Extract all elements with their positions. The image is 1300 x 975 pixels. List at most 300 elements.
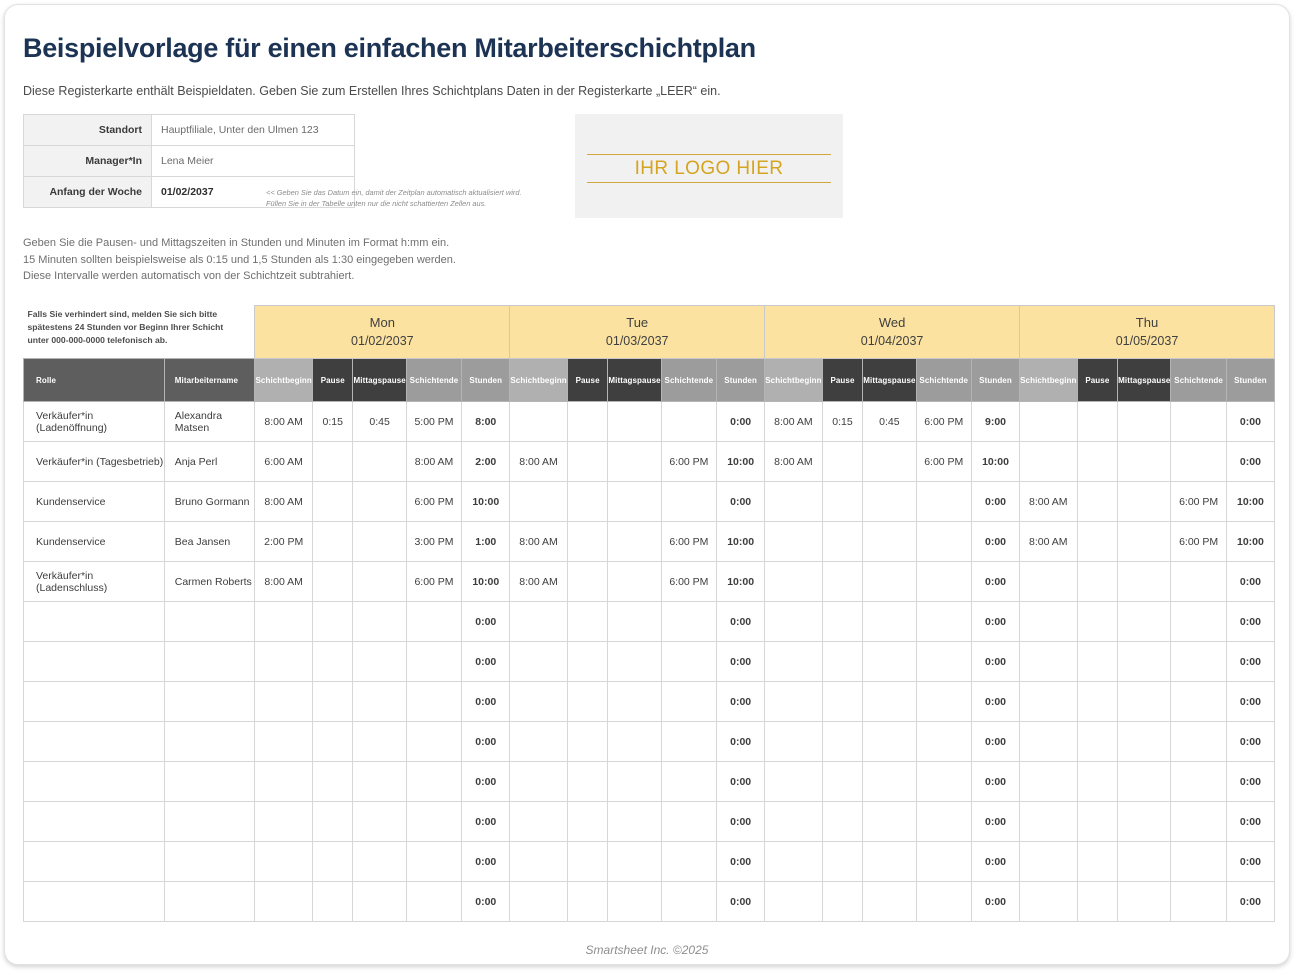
instruction-line-2: 15 Minuten sollten beispielsweise als 0:15 und 1,5 Stunden als 1:30 eingegeben werden. [23,253,456,266]
cell-break-day-3-row-1[interactable] [1077,442,1118,482]
cell-end-day-3-row-12[interactable] [1171,882,1226,922]
cell-hours-day-0-row-4: 10:00 [462,562,510,602]
cell-employee-row-10[interactable] [164,802,255,842]
cell-hours-day-0-row-3: 1:00 [462,522,510,562]
col-header-break-day-2: Pause [822,359,863,402]
cell-start-day-2-row-9[interactable] [765,762,823,802]
cell-hours-day-0-row-12: 0:00 [462,882,510,922]
cell-employee-row-7[interactable] [164,682,255,722]
cell-end-day-0-row-10[interactable] [406,802,461,842]
cell-start-day-0-row-9[interactable] [255,762,313,802]
day-date-2: 01/04/2037 [860,333,924,348]
cell-end-day-3-row-7[interactable] [1171,682,1226,722]
cell-lunch-day-2-row-1[interactable] [863,442,916,482]
cell-end-day-1-row-11[interactable] [661,842,716,882]
cell-end-day-1-row-8[interactable] [661,722,716,762]
cell-start-day-3-row-12[interactable] [1020,882,1078,922]
cell-break-day-2-row-5[interactable] [822,602,863,642]
cell-hours-day-1-row-3: 10:00 [717,522,765,562]
cell-hours-day-2-row-8: 0:00 [971,722,1019,762]
cell-break-day-3-row-4[interactable] [1077,562,1118,602]
cell-break-day-1-row-4[interactable] [567,562,608,602]
cell-end-day-1-row-7[interactable] [661,682,716,722]
day-date-0: 01/02/2037 [351,333,414,348]
cell-end-day-0-row-8[interactable] [406,722,461,762]
cell-break-day-0-row-7[interactable] [312,682,353,722]
cell-lunch-day-0-row-5[interactable] [353,602,406,642]
cell-break-day-2-row-9[interactable] [822,762,863,802]
cell-break-day-1-row-5[interactable] [567,602,608,642]
cell-hours-day-1-row-10: 0:00 [717,802,765,842]
col-header-lunch-day-2: Mittagspause [863,359,916,402]
cell-end-day-2-row-8[interactable] [916,722,971,762]
cell-end-day-3-row-10[interactable] [1171,802,1226,842]
cell-end-day-3-row-3[interactable]: 6:00 PM [1171,522,1226,562]
cell-start-day-1-row-11[interactable] [510,842,568,882]
cell-break-day-0-row-10[interactable] [312,802,353,842]
cell-employee-row-9[interactable] [164,762,255,802]
cell-start-day-2-row-2[interactable] [765,482,823,522]
cell-end-day-1-row-5[interactable] [661,602,716,642]
location-value[interactable]: Hauptfiliale, Unter den Ulmen 123 [152,115,355,146]
table-row [24,762,1275,802]
cell-end-day-2-row-10[interactable] [916,802,971,842]
cell-hours-day-2-row-2: 0:00 [971,482,1019,522]
cell-hours-day-0-row-1: 2:00 [462,442,510,482]
logo-placeholder-box[interactable] [575,114,843,218]
cell-break-day-2-row-12[interactable] [822,882,863,922]
cell-start-day-1-row-5[interactable] [510,602,568,642]
cell-hours-day-2-row-9: 0:00 [971,762,1019,802]
cell-lunch-day-1-row-5[interactable] [608,602,661,642]
cell-lunch-day-1-row-1[interactable] [608,442,661,482]
page-title: Beispielvorlage für einen einfachen Mitarbeiterschichtplan [23,33,756,63]
cell-lunch-day-0-row-3[interactable] [353,522,406,562]
cell-break-day-1-row-11[interactable] [567,842,608,882]
cell-break-day-3-row-6[interactable] [1077,642,1118,682]
cell-break-day-1-row-10[interactable] [567,802,608,842]
cell-start-day-0-row-8[interactable] [255,722,313,762]
cell-start-day-2-row-5[interactable] [765,602,823,642]
cell-role-row-12[interactable] [24,882,165,922]
cell-lunch-day-3-row-10[interactable] [1118,802,1171,842]
cell-hours-day-1-row-2: 0:00 [717,482,765,522]
cell-end-day-1-row-4[interactable]: 6:00 PM [661,562,716,602]
col-header-start-day-2: Schichtbeginn [765,359,823,402]
cell-role-row-2[interactable]: Kundenservice [24,482,165,522]
day-header-3 [1020,306,1275,359]
cell-break-day-3-row-3[interactable] [1077,522,1118,562]
cell-start-day-3-row-1[interactable] [1020,442,1078,482]
day-name-2: Wed [878,315,906,331]
cell-break-day-2-row-0[interactable]: 0:15 [822,402,863,442]
cell-lunch-day-3-row-3[interactable] [1118,522,1171,562]
col-header-lunch-day-1: Mittagspause [608,359,661,402]
cell-role-row-3[interactable]: Kundenservice [24,522,165,562]
cell-end-day-1-row-10[interactable] [661,802,716,842]
table-row [24,882,1275,922]
cell-hours-day-2-row-3: 0:00 [971,522,1019,562]
cell-start-day-3-row-5[interactable] [1020,602,1078,642]
absence-note [24,306,255,359]
cell-end-day-1-row-3[interactable]: 6:00 PM [661,522,716,562]
cell-break-day-2-row-6[interactable] [822,642,863,682]
cell-lunch-day-1-row-12[interactable] [608,882,661,922]
cell-end-day-0-row-9[interactable] [406,762,461,802]
day-banner-row [24,306,1275,359]
cell-lunch-day-2-row-8[interactable] [863,722,916,762]
cell-lunch-day-0-row-6[interactable] [353,642,406,682]
cell-break-day-3-row-11[interactable] [1077,842,1118,882]
date-hint [266,188,566,209]
cell-hours-day-3-row-7: 0:00 [1226,682,1274,722]
cell-lunch-day-1-row-11[interactable] [608,842,661,882]
cell-break-day-0-row-4[interactable] [312,562,353,602]
cell-lunch-day-3-row-7[interactable] [1118,682,1171,722]
cell-role-row-8[interactable] [24,722,165,762]
cell-employee-row-4[interactable]: Carmen Roberts [164,562,255,602]
cell-role-row-1[interactable]: Verkäufer*in (Tagesbetrieb) [24,442,165,482]
day-header-1 [510,306,765,359]
cell-end-day-3-row-0[interactable] [1171,402,1226,442]
cell-lunch-day-0-row-0[interactable]: 0:45 [353,402,406,442]
cell-end-day-3-row-5[interactable] [1171,602,1226,642]
cell-role-row-7[interactable] [24,682,165,722]
cell-start-day-0-row-1[interactable]: 6:00 AM [255,442,313,482]
cell-end-day-1-row-6[interactable] [661,642,716,682]
cell-lunch-day-0-row-11[interactable] [353,842,406,882]
cell-end-day-0-row-7[interactable] [406,682,461,722]
table-row [24,602,1275,642]
cell-hours-day-3-row-3: 10:00 [1226,522,1274,562]
cell-start-day-2-row-8[interactable] [765,722,823,762]
manager-value[interactable]: Lena Meier [152,146,355,177]
cell-lunch-day-1-row-0[interactable] [608,402,661,442]
cell-end-day-0-row-5[interactable] [406,602,461,642]
cell-hours-day-2-row-4: 0:00 [971,562,1019,602]
cell-lunch-day-3-row-11[interactable] [1118,842,1171,882]
cell-employee-row-6[interactable] [164,642,255,682]
cell-lunch-day-2-row-0[interactable]: 0:45 [863,402,916,442]
cell-role-row-6[interactable] [24,642,165,682]
cell-break-day-2-row-2[interactable] [822,482,863,522]
cell-hours-day-0-row-11: 0:00 [462,842,510,882]
cell-break-day-2-row-10[interactable] [822,802,863,842]
cell-start-day-0-row-12[interactable] [255,882,313,922]
cell-end-day-3-row-11[interactable] [1171,842,1226,882]
table-row [24,402,1275,442]
cell-start-day-3-row-7[interactable] [1020,682,1078,722]
date-hint-line-1: << Geben Sie das Datum ein, damit der Zeitplan automatisch aktualisiert wird. [266,188,522,197]
cell-employee-row-11[interactable] [164,842,255,882]
cell-start-day-1-row-10[interactable] [510,802,568,842]
cell-start-day-0-row-10[interactable] [255,802,313,842]
cell-lunch-day-1-row-9[interactable] [608,762,661,802]
cell-start-day-0-row-11[interactable] [255,842,313,882]
cell-hours-day-1-row-6: 0:00 [717,642,765,682]
cell-role-row-4[interactable]: Verkäufer*in (Ladenschluss) [24,562,165,602]
cell-lunch-day-2-row-6[interactable] [863,642,916,682]
cell-end-day-1-row-9[interactable] [661,762,716,802]
cell-lunch-day-3-row-12[interactable] [1118,882,1171,922]
cell-start-day-1-row-9[interactable] [510,762,568,802]
cell-end-day-0-row-4[interactable]: 6:00 PM [406,562,461,602]
cell-start-day-1-row-8[interactable] [510,722,568,762]
cell-break-day-3-row-8[interactable] [1077,722,1118,762]
cell-role-row-10[interactable] [24,802,165,842]
cell-start-day-0-row-0[interactable]: 8:00 AM [255,402,313,442]
cell-end-day-3-row-2[interactable]: 6:00 PM [1171,482,1226,522]
cell-start-day-0-row-2[interactable]: 8:00 AM [255,482,313,522]
cell-end-day-3-row-1[interactable] [1171,442,1226,482]
schedule-table-body [24,402,1275,922]
cell-break-day-0-row-5[interactable] [312,602,353,642]
cell-role-row-9[interactable] [24,762,165,802]
cell-end-day-2-row-2[interactable] [916,482,971,522]
cell-break-day-1-row-2[interactable] [567,482,608,522]
col-header-break-day-0: Pause [312,359,353,402]
cell-break-day-1-row-12[interactable] [567,882,608,922]
page-content [23,19,1275,922]
cell-start-day-3-row-10[interactable] [1020,802,1078,842]
cell-start-day-3-row-6[interactable] [1020,642,1078,682]
col-header-end-day-3: Schichtende [1171,359,1226,402]
cell-end-day-2-row-11[interactable] [916,842,971,882]
cell-break-day-0-row-1[interactable] [312,442,353,482]
cell-lunch-day-2-row-3[interactable] [863,522,916,562]
table-row [24,802,1275,842]
cell-end-day-0-row-0[interactable]: 5:00 PM [406,402,461,442]
cell-break-day-1-row-6[interactable] [567,642,608,682]
cell-start-day-2-row-12[interactable] [765,882,823,922]
cell-end-day-2-row-3[interactable] [916,522,971,562]
cell-start-day-2-row-7[interactable] [765,682,823,722]
cell-lunch-day-2-row-5[interactable] [863,602,916,642]
col-header-start-day-0: Schichtbeginn [255,359,313,402]
cell-employee-row-5[interactable] [164,602,255,642]
col-header-end-day-0: Schichtende [406,359,461,402]
cell-lunch-day-3-row-1[interactable] [1118,442,1171,482]
cell-role-row-11[interactable] [24,842,165,882]
cell-lunch-day-0-row-2[interactable] [353,482,406,522]
cell-start-day-2-row-3[interactable] [765,522,823,562]
cell-start-day-1-row-0[interactable] [510,402,568,442]
cell-break-day-1-row-7[interactable] [567,682,608,722]
cell-break-day-1-row-1[interactable] [567,442,608,482]
cell-break-day-3-row-7[interactable] [1077,682,1118,722]
cell-break-day-1-row-0[interactable] [567,402,608,442]
cell-employee-row-3[interactable]: Bea Jansen [164,522,255,562]
cell-hours-day-1-row-5: 0:00 [717,602,765,642]
cell-lunch-day-0-row-1[interactable] [353,442,406,482]
cell-start-day-1-row-3[interactable]: 8:00 AM [510,522,568,562]
cell-break-day-3-row-2[interactable] [1077,482,1118,522]
cell-break-day-1-row-3[interactable] [567,522,608,562]
cell-end-day-2-row-6[interactable] [916,642,971,682]
cell-lunch-day-0-row-12[interactable] [353,882,406,922]
cell-break-day-0-row-12[interactable] [312,882,353,922]
cell-employee-row-1[interactable]: Anja Perl [164,442,255,482]
cell-end-day-1-row-1[interactable]: 6:00 PM [661,442,716,482]
cell-break-day-3-row-5[interactable] [1077,602,1118,642]
document-page [4,4,1290,965]
cell-start-day-1-row-2[interactable] [510,482,568,522]
cell-break-day-2-row-8[interactable] [822,722,863,762]
cell-start-day-2-row-4[interactable] [765,562,823,602]
cell-start-day-0-row-5[interactable] [255,602,313,642]
cell-lunch-day-3-row-4[interactable] [1118,562,1171,602]
cell-lunch-day-0-row-10[interactable] [353,802,406,842]
cell-lunch-day-2-row-7[interactable] [863,682,916,722]
cell-lunch-day-2-row-9[interactable] [863,762,916,802]
cell-break-day-2-row-7[interactable] [822,682,863,722]
cell-break-day-0-row-6[interactable] [312,642,353,682]
cell-start-day-3-row-3[interactable]: 8:00 AM [1020,522,1078,562]
cell-start-day-2-row-10[interactable] [765,802,823,842]
cell-role-row-0[interactable]: Verkäufer*in (Ladenöffnung) [24,402,165,442]
cell-end-day-2-row-12[interactable] [916,882,971,922]
cell-hours-day-2-row-1: 10:00 [971,442,1019,482]
cell-start-day-3-row-2[interactable]: 8:00 AM [1020,482,1078,522]
cell-lunch-day-1-row-4[interactable] [608,562,661,602]
cell-break-day-0-row-8[interactable] [312,722,353,762]
cell-employee-row-2[interactable]: Bruno Gormann [164,482,255,522]
cell-employee-row-12[interactable] [164,882,255,922]
cell-start-day-2-row-0[interactable]: 8:00 AM [765,402,823,442]
cell-start-day-3-row-11[interactable] [1020,842,1078,882]
cell-start-day-3-row-4[interactable] [1020,562,1078,602]
cell-break-day-0-row-0[interactable]: 0:15 [312,402,353,442]
cell-start-day-3-row-0[interactable] [1020,402,1078,442]
cell-end-day-2-row-9[interactable] [916,762,971,802]
cell-break-day-0-row-11[interactable] [312,842,353,882]
col-header-start-day-3: Schichtbeginn [1020,359,1078,402]
instruction-line-1: Geben Sie die Pausen- und Mittagszeiten in Stunden und Minuten im Format h:mm ein. [23,237,450,249]
cell-break-day-3-row-12[interactable] [1077,882,1118,922]
cell-end-day-0-row-12[interactable] [406,882,461,922]
cell-start-day-3-row-9[interactable] [1020,762,1078,802]
table-row [24,522,1275,562]
cell-break-day-1-row-8[interactable] [567,722,608,762]
cell-lunch-day-1-row-6[interactable] [608,642,661,682]
col-header-role: Rolle [24,359,165,402]
cell-break-day-1-row-9[interactable] [567,762,608,802]
cell-end-day-0-row-1[interactable]: 8:00 AM [406,442,461,482]
cell-start-day-2-row-6[interactable] [765,642,823,682]
cell-break-day-0-row-9[interactable] [312,762,353,802]
cell-lunch-day-3-row-0[interactable] [1118,402,1171,442]
cell-hours-day-3-row-0: 0:00 [1226,402,1274,442]
cell-lunch-day-2-row-11[interactable] [863,842,916,882]
cell-lunch-day-3-row-8[interactable] [1118,722,1171,762]
cell-end-day-0-row-2[interactable]: 6:00 PM [406,482,461,522]
cell-role-row-5[interactable] [24,602,165,642]
cell-start-day-1-row-12[interactable] [510,882,568,922]
cell-start-day-0-row-3[interactable]: 2:00 PM [255,522,313,562]
cell-end-day-2-row-4[interactable] [916,562,971,602]
cell-break-day-3-row-9[interactable] [1077,762,1118,802]
cell-lunch-day-3-row-5[interactable] [1118,602,1171,642]
cell-end-day-3-row-6[interactable] [1171,642,1226,682]
cell-start-day-0-row-4[interactable]: 8:00 AM [255,562,313,602]
cell-start-day-1-row-1[interactable]: 8:00 AM [510,442,568,482]
cell-end-day-2-row-7[interactable] [916,682,971,722]
cell-lunch-day-0-row-4[interactable] [353,562,406,602]
cell-lunch-day-1-row-10[interactable] [608,802,661,842]
cell-hours-day-1-row-12: 0:00 [717,882,765,922]
cell-start-day-2-row-11[interactable] [765,842,823,882]
cell-end-day-0-row-11[interactable] [406,842,461,882]
cell-break-day-0-row-2[interactable] [312,482,353,522]
cell-lunch-day-0-row-9[interactable] [353,762,406,802]
cell-start-day-1-row-4[interactable]: 8:00 AM [510,562,568,602]
cell-lunch-day-3-row-6[interactable] [1118,642,1171,682]
cell-lunch-day-3-row-9[interactable] [1118,762,1171,802]
cell-start-day-0-row-7[interactable] [255,682,313,722]
cell-lunch-day-2-row-4[interactable] [863,562,916,602]
cell-lunch-day-1-row-3[interactable] [608,522,661,562]
cell-break-day-2-row-11[interactable] [822,842,863,882]
cell-lunch-day-2-row-2[interactable] [863,482,916,522]
cell-employee-row-8[interactable] [164,722,255,762]
day-name-1: Tue [626,315,649,331]
logo-placeholder-text: IHR LOGO HIER [634,158,784,179]
cell-lunch-day-0-row-7[interactable] [353,682,406,722]
format-instructions [23,235,1275,285]
table-row [24,842,1275,882]
cell-start-day-2-row-1[interactable]: 8:00 AM [765,442,823,482]
cell-end-day-3-row-4[interactable] [1171,562,1226,602]
col-header-end-day-1: Schichtende [661,359,716,402]
cell-lunch-day-1-row-7[interactable] [608,682,661,722]
cell-end-day-1-row-2[interactable] [661,482,716,522]
cell-lunch-day-3-row-2[interactable] [1118,482,1171,522]
cell-end-day-1-row-0[interactable] [661,402,716,442]
cell-lunch-day-1-row-2[interactable] [608,482,661,522]
info-row-manager [24,146,355,177]
cell-lunch-day-2-row-12[interactable] [863,882,916,922]
cell-hours-day-0-row-7: 0:00 [462,682,510,722]
cell-break-day-2-row-4[interactable] [822,562,863,602]
cell-break-day-3-row-10[interactable] [1077,802,1118,842]
cell-end-day-3-row-8[interactable] [1171,722,1226,762]
cell-break-day-2-row-1[interactable] [822,442,863,482]
cell-end-day-2-row-5[interactable] [916,602,971,642]
cell-start-day-3-row-8[interactable] [1020,722,1078,762]
cell-lunch-day-1-row-8[interactable] [608,722,661,762]
cell-end-day-0-row-6[interactable] [406,642,461,682]
cell-break-day-3-row-0[interactable] [1077,402,1118,442]
cell-end-day-1-row-12[interactable] [661,882,716,922]
cell-start-day-1-row-7[interactable] [510,682,568,722]
cell-break-day-0-row-3[interactable] [312,522,353,562]
column-header-row [24,359,1275,402]
cell-start-day-0-row-6[interactable] [255,642,313,682]
cell-employee-row-0[interactable]: Alexandra Matsen [164,402,255,442]
cell-break-day-2-row-3[interactable] [822,522,863,562]
cell-hours-day-3-row-2: 10:00 [1226,482,1274,522]
cell-start-day-1-row-6[interactable] [510,642,568,682]
weekstart-value[interactable]: 01/02/2037 [152,177,355,208]
cell-end-day-2-row-0[interactable]: 6:00 PM [916,402,971,442]
cell-lunch-day-2-row-10[interactable] [863,802,916,842]
cell-hours-day-2-row-7: 0:00 [971,682,1019,722]
cell-hours-day-3-row-8: 0:00 [1226,722,1274,762]
cell-end-day-3-row-9[interactable] [1171,762,1226,802]
cell-end-day-0-row-3[interactable]: 3:00 PM [406,522,461,562]
cell-end-day-2-row-1[interactable]: 6:00 PM [916,442,971,482]
cell-lunch-day-0-row-8[interactable] [353,722,406,762]
